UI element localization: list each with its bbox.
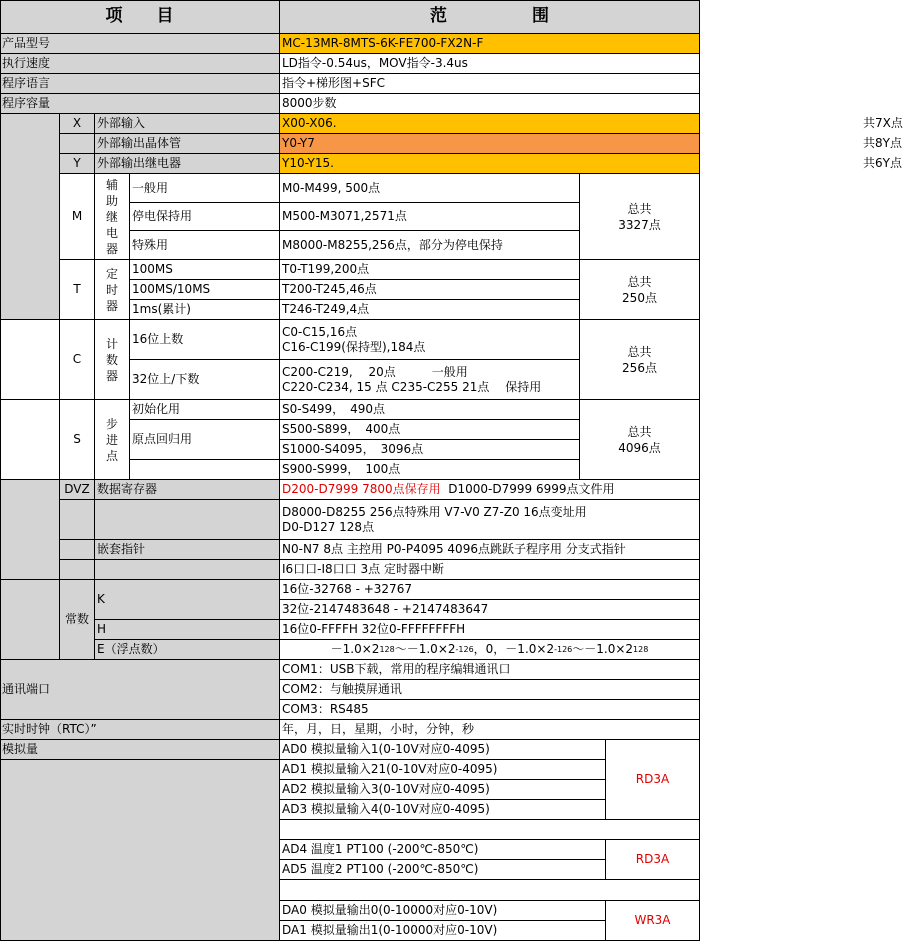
t-total-line: 总共 — [627, 274, 652, 289]
d-range-red: D200-D7999 7800点保存用 — [282, 482, 441, 496]
m-row-label: 特殊用 — [130, 231, 280, 260]
nest-label: 嵌套指针 — [95, 540, 280, 560]
const-e-label: E（浮点数） — [95, 640, 280, 660]
y-total: 共6Y点 — [863, 156, 902, 170]
analog-blank — [0, 760, 280, 941]
c-code: C — [60, 320, 95, 400]
x-total: 共7X点 — [863, 116, 903, 130]
t-row-range: T200-T245,46点 — [280, 280, 580, 300]
speed-label: 执行速度 — [0, 54, 280, 74]
t-total — [580, 260, 700, 320]
nest-range: N0-N7 8点 主控用 P0-P4095 4096点跳跃子程序用 分支式指针 — [280, 540, 700, 560]
comm-item: COM3：RS485 — [280, 700, 700, 720]
const-k-32: 32位-2147483648 - +2147483647 — [280, 600, 700, 620]
c-row-line: C220-C234, 15 点 C235-C255 21点 保持用 — [282, 379, 542, 394]
y-label: 外部输出继电器 — [95, 154, 280, 174]
m-total-line: 总共 — [627, 201, 652, 216]
header-item: 项 目 — [0, 0, 280, 34]
analog-in-item: AD2 模拟量输入3(0-10V对应0-4095) — [280, 780, 606, 800]
m-row-label: 一般用 — [130, 174, 280, 203]
analog-in-item: AD3 模拟量输入4(0-10V对应0-4095) — [280, 800, 606, 820]
m-total-line: 3327点 — [618, 217, 661, 232]
s-row-range: S900-S999， 100点 — [280, 460, 580, 480]
c-row-range — [280, 360, 580, 400]
m-title-char: 器 — [105, 241, 118, 256]
model-value: MC-13MR-8MTS-6K-FE700-FX2N-F — [280, 34, 700, 54]
t-total-line: 250点 — [622, 290, 657, 305]
rtc-value: 年，月，日，星期，小时，分钟，秒 — [280, 720, 700, 740]
t-title-char: 器 — [105, 298, 118, 313]
x-code: X — [60, 114, 95, 134]
s-total — [580, 400, 700, 480]
t-row-label: 100MS/10MS — [130, 280, 280, 300]
m-row-label: 停电保持用 — [130, 203, 280, 231]
x-range-text: X00-X06. — [282, 116, 337, 130]
d-range-extra — [280, 500, 700, 540]
analog-label: 模拟量 — [0, 740, 280, 760]
c-row-line: C0-C15,16点 — [282, 324, 358, 339]
interrupt-range: I6口口-I8口口 3点 定时器中断 — [280, 560, 700, 580]
header-range: 范 围 — [280, 0, 700, 34]
analog-temp-module: RD3A — [606, 840, 700, 880]
x-range — [280, 114, 903, 134]
rtc-label: 实时时钟（RTC）” — [0, 720, 280, 740]
m-title-char: 继 — [105, 209, 118, 224]
analog-in-item: AD0 模拟量输入1(0-10V对应0-4095) — [280, 740, 606, 760]
c-title-char: 计 — [105, 336, 118, 351]
s-row-range: S500-S899， 400点 — [280, 420, 580, 440]
analog-out-item: DA1 模拟量输出1(0-10000对应0-10V) — [280, 921, 606, 941]
s-title — [95, 400, 130, 480]
transistor-label: 外部输出晶体管 — [95, 134, 280, 154]
c-title-char: 数 — [105, 352, 118, 367]
t-row-label: 1ms(累计) — [130, 300, 280, 320]
const-e-part: ～－1.0×2 — [572, 642, 634, 656]
comm-label: 通讯端口 — [0, 660, 280, 720]
d-line: D8000-D8255 256点特殊用 V7-V0 Z7-Z0 16点变址用 — [282, 504, 587, 519]
const-k-16: 16位-32768 - +32767 — [280, 580, 700, 600]
s-title-char: 点 — [105, 448, 118, 463]
t-row-label: 100MS — [130, 260, 280, 280]
c-row-line: C16-C199(保持型),184点 — [282, 339, 426, 354]
s-blank — [0, 400, 60, 480]
s-row-label — [130, 460, 280, 480]
capacity-value: 8000步数 — [280, 94, 700, 114]
t-code: T — [60, 260, 95, 320]
const-e-part: －1.0×2 — [330, 642, 380, 656]
const-e-value: －1.0×2 128 ～－1.0×2 -126 ，0，－1.0×2 -126 ～－1.0×2 128 — [280, 640, 700, 660]
m-title-char: 电 — [105, 225, 118, 240]
analog-temp-item: AD4 温度1 PT100 (-200℃-850℃) — [280, 840, 606, 860]
c-total-line: 总共 — [627, 344, 652, 359]
c-title-char: 器 — [105, 368, 118, 383]
model-label: 产品型号 — [0, 34, 280, 54]
t-row-range: T0-T199,200点 — [280, 260, 580, 280]
analog-out-module: WR3A — [606, 901, 700, 941]
t-title-char: 时 — [105, 282, 118, 297]
d-label: 数据寄存器 — [95, 480, 280, 500]
d-code: DVZ — [60, 480, 95, 500]
const-h-label: H — [95, 620, 280, 640]
interrupt-code-blank — [60, 560, 95, 580]
c-total-line: 256点 — [622, 360, 657, 375]
s-row-range: S1000-S4095， 3096点 — [280, 440, 580, 460]
c-row-range — [280, 320, 580, 360]
s-title-char: 步 — [105, 416, 118, 431]
transistor-range — [280, 134, 902, 154]
s-title-char: 进 — [105, 432, 118, 447]
x-label: 外部输入 — [95, 114, 280, 134]
transistor-range-text: Y0-Y7 — [282, 136, 315, 150]
m-title-char: 助 — [105, 193, 118, 208]
t-row-range: T246-T249,4点 — [280, 300, 580, 320]
t-title-char: 定 — [105, 266, 118, 281]
io-group-blank — [0, 114, 60, 320]
const-blank — [0, 580, 60, 660]
c-blank — [0, 320, 60, 400]
d-line: D0-D127 128点 — [282, 519, 375, 534]
c-total — [580, 320, 700, 400]
d-range-rest: D1000-D7999 6999点文件用 — [448, 482, 615, 496]
analog-spacer — [280, 820, 700, 840]
transistor-total: 共8Y点 — [863, 136, 902, 150]
language-label: 程序语言 — [0, 74, 280, 94]
d-sub-blank — [60, 500, 95, 540]
comm-item: COM1：USB下载，常用的程序编辑通讯口 — [280, 660, 700, 680]
const-h-value: 16位0-FFFFH 32位0-FFFFFFFFH — [280, 620, 700, 640]
d-range — [280, 480, 700, 500]
m-title — [95, 174, 130, 260]
d-group-blank — [0, 480, 60, 580]
const-e-part: ～－1.0×2 — [394, 642, 456, 656]
d-sub-label-blank — [95, 500, 280, 540]
const-k-label: K — [95, 580, 280, 620]
s-row-label: 原点回归用 — [130, 420, 280, 460]
m-row-range: M0-M499, 500点 — [280, 174, 580, 203]
m-row-range: M500-M3071,2571点 — [280, 203, 580, 231]
s-row-range: S0-S499， 490点 — [280, 400, 580, 420]
analog-spacer — [280, 880, 700, 901]
s-row-label: 初始化用 — [130, 400, 280, 420]
comm-item: COM2：与触摸屏通讯 — [280, 680, 700, 700]
analog-in-item: AD1 模拟量输入21(0-10V对应0-4095) — [280, 760, 606, 780]
m-row-range: M8000-M8255,256点，部分为停电保持 — [280, 231, 580, 260]
language-value: 指令+梯形图+SFC — [280, 74, 700, 94]
speed-value: LD指令-0.54us，MOV指令-3.4us — [280, 54, 700, 74]
interrupt-label-blank — [95, 560, 280, 580]
m-code: M — [60, 174, 95, 260]
analog-in-module: RD3A — [606, 740, 700, 820]
s-total-line: 总共 — [627, 424, 652, 439]
capacity-label: 程序容量 — [0, 94, 280, 114]
t-title — [95, 260, 130, 320]
m-total — [580, 174, 700, 260]
c-row-label: 16位上数 — [130, 320, 280, 360]
s-code: S — [60, 400, 95, 480]
c-row-label: 32位上/下数 — [130, 360, 280, 400]
analog-temp-item: AD5 温度2 PT100 (-200℃-850℃) — [280, 860, 606, 880]
const-label: 常数 — [60, 580, 95, 660]
c-title — [95, 320, 130, 400]
transistor-code-blank — [60, 134, 95, 154]
s-total-line: 4096点 — [618, 440, 661, 455]
const-e-part: ，0，－1.0×2 — [473, 642, 555, 656]
analog-out-item: DA0 模拟量输出0(0-10000对应0-10V) — [280, 901, 606, 921]
y-code: Y — [60, 154, 95, 174]
y-range-text: Y10-Y15. — [282, 156, 334, 170]
c-row-line: C200-C219, 20点 一般用 — [282, 364, 468, 379]
m-title-char: 辅 — [105, 177, 118, 192]
nest-code-blank — [60, 540, 95, 560]
y-range — [280, 154, 902, 174]
